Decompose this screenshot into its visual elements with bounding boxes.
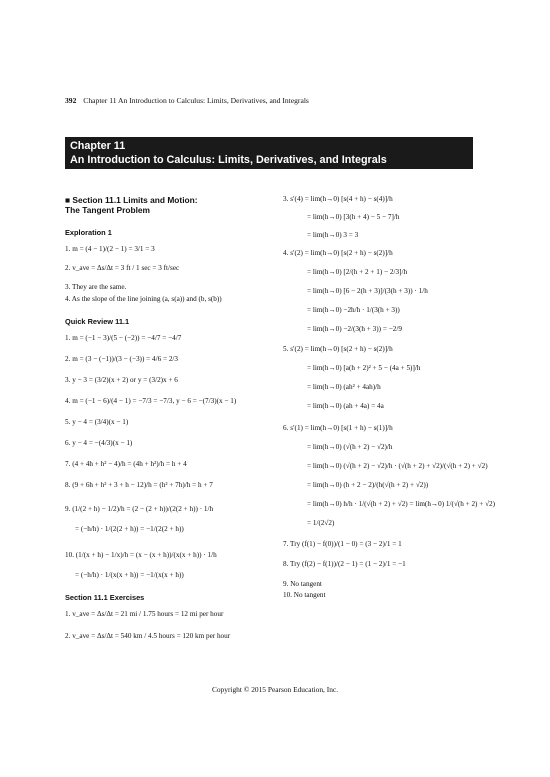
exercise-1: 1. v_ave = Δs/Δt = 21 mi / 1.75 hours = 12 mi per hour: [65, 610, 224, 618]
review-item-5: 5. y − 4 = (3/4)(x − 1): [65, 418, 129, 426]
exploration-item-3: 3. They are the same.: [65, 283, 127, 291]
exercise-6-step: = lim(h→0) h/h · 1/(√(h + 2) + √2) = lim(h→0) 1/(√(h + 2) + √2): [307, 500, 496, 508]
exercise-3-step: = lim(h→0) 3 = 3: [307, 231, 359, 239]
review-item-7: 7. (4 + 4h + h² − 4)/h = (4h + h²)/h = h + 4: [65, 460, 187, 468]
exercise-10: 10. No tangent: [283, 591, 326, 599]
exercise-8: 8. Try (f(2) − f(1))/(2 − 1) = (1 − 2)/1 = −1: [283, 560, 406, 568]
exercise-9: 9. No tangent: [283, 580, 322, 588]
exercise-5-step: = lim(h→0) (ah + 4a) = 4a: [307, 402, 384, 410]
review-item-6: 6. y − 4 = −(4/3)(x − 1): [65, 439, 133, 447]
review-item-1: 1. m = (−1 − 3)/(5 − (−2)) = −4/7 = −4/7: [65, 334, 182, 342]
exercise-4-step: = lim(h→0) [6 − 2(h + 3)]/(3(h + 3)) · 1/h: [307, 287, 428, 295]
exploration-heading: Exploration 1: [65, 228, 112, 237]
exercise-5-step: = lim(h→0) (ah² + 4ah)/h: [307, 383, 381, 391]
exercise-6-step: = 1/(2√2): [307, 519, 335, 527]
exploration-item-1: 1. m = (4 − 1)/(2 − 1) = 3/1 = 3: [65, 245, 155, 253]
review-item-2: 2. m = (3 − (−1))/(3 − (−3)) = 4/6 = 2/3: [65, 355, 179, 363]
quick-review-heading: Quick Review 11.1: [65, 317, 130, 326]
running-title: Chapter 11 An Introduction to Calculus: Limits, Derivatives, and Integrals: [83, 96, 309, 105]
exercise-6: 6. s′(1) = lim(h→0) [s(1 + h) − s(1)]/h: [283, 424, 393, 432]
exercise-2: 2. v_ave = Δs/Δt = 540 km / 4.5 hours = 120 km per hour: [65, 632, 231, 640]
review-item-10-cont: = (−h/h) · 1/(x(x + h)) = −1/(x(x + h)): [75, 571, 184, 579]
exercise-3-step: = lim(h→0) [3(h + 4) − 5 − 7]/h: [307, 213, 400, 221]
exercise-4: 4. s′(2) = lim(h→0) [s(2 + h) − s(2)]/h: [283, 249, 393, 257]
exercise-6-step: = lim(h→0) (h + 2 − 2)/(h(√(h + 2) + √2)): [307, 481, 429, 489]
section-title: ■ Section 11.1 Limits and Motion:: [65, 195, 198, 205]
exercise-5-step: = lim(h→0) [a(h + 2)² + 5 − (4a + 5)]/h: [307, 364, 421, 372]
chapter-number: Chapter 11: [70, 140, 126, 152]
exercise-3: 3. s′(4) = lim(h→0) [s(4 + h) − s(4)]/h: [283, 195, 393, 203]
chapter-banner: [65, 137, 473, 169]
exploration-item-4: 4. As the slope of the line joining (a, s(a)) and (b, s(b)): [65, 295, 222, 303]
exercise-4-step: = lim(h→0) [2/(h + 2 + 1) − 2/3]/h: [307, 268, 408, 276]
section-title-cont: The Tangent Problem: [65, 205, 150, 215]
review-item-3: 3. y − 3 = (3/2)(x + 2) or y = (3/2)x + 6: [65, 376, 178, 384]
review-item-10: 10. (1/(x + h) − 1/x)/h = (x − (x + h))/(x(x + h)) · 1/h: [65, 551, 217, 559]
exercise-5: 5. s′(2) = lim(h→0) [s(2 + h) − s(2)]/h: [283, 345, 393, 353]
copyright-footer: Copyright © 2015 Pearson Education, Inc.: [211, 685, 339, 694]
review-item-8: 8. (9 + 6h + h² + 3 + h − 12)/h = (h² + 7h)/h = h + 7: [65, 481, 213, 489]
exercise-6-step: = lim(h→0) (√(h + 2) − √2)/h · (√(h + 2) + √2)/(√(h + 2) + √2): [307, 462, 488, 470]
exercise-6-step: = lim(h→0) (√(h + 2) − √2)/h: [307, 443, 393, 451]
chapter-title: An Introduction to Calculus: Limits, Derivatives, and Integrals: [70, 154, 387, 166]
running-header: [65, 96, 309, 105]
review-item-4: 4. m = (−1 − 6)/(4 − 1) = −7/3 = −7/3, y − 6 = −(7/3)(x − 1): [65, 397, 237, 405]
exercise-4-step: = lim(h→0) −2/(3(h + 3)) = −2/9: [307, 325, 402, 333]
exercises-heading: Section 11.1 Exercises: [65, 593, 145, 602]
review-item-9: 9. (1/(2 + h) − 1/2)/h = (2 − (2 + h))/(2(2 + h)) · 1/h: [65, 505, 214, 513]
exploration-item-2: 2. v_ave = Δs/Δt = 3 ft / 1 sec = 3 ft/sec: [65, 264, 180, 272]
page-number: 392: [65, 96, 77, 105]
review-item-9-cont: = (−h/h) · 1/(2(2 + h)) = −1/(2(2 + h)): [75, 525, 184, 533]
exercise-7: 7. Try (f(1) − f(0))/(1 − 0) = (3 − 2)/1 = 1: [283, 540, 402, 548]
exercise-4-step: = lim(h→0) −2h/h · 1/(3(h + 3)): [307, 306, 400, 314]
